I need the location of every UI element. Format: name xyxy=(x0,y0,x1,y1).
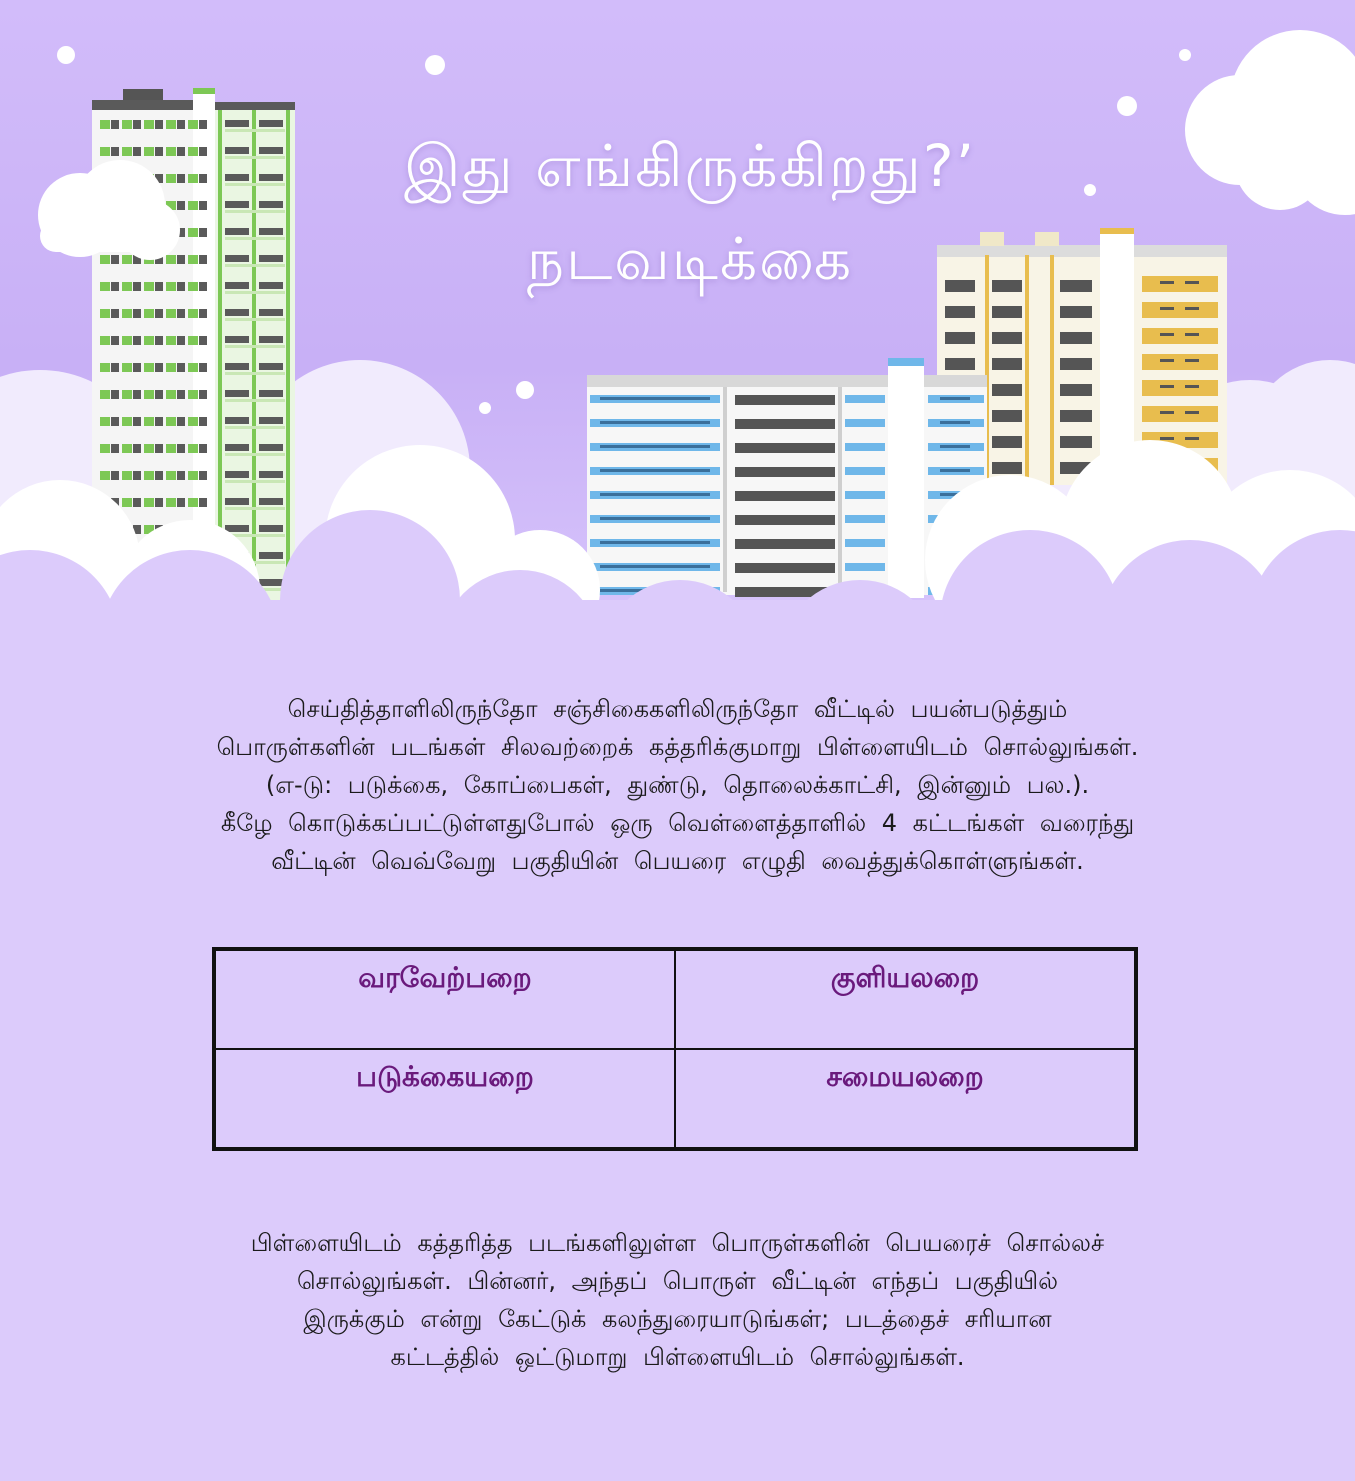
window xyxy=(259,147,283,154)
window xyxy=(1060,306,1092,318)
room-cell-living-room: வரவேற்பறை xyxy=(215,950,675,1049)
window xyxy=(600,565,710,568)
window xyxy=(259,228,283,235)
window xyxy=(188,282,198,291)
window xyxy=(188,471,198,480)
window xyxy=(188,174,198,183)
window xyxy=(259,255,283,262)
window xyxy=(1185,437,1199,440)
window xyxy=(992,384,1022,396)
followup-paragraph xyxy=(110,1224,1245,1376)
window xyxy=(111,309,119,318)
window xyxy=(225,201,249,208)
window xyxy=(122,417,132,426)
window xyxy=(133,363,141,372)
room-cell-bedroom: படுக்கையறை xyxy=(215,1049,675,1148)
window xyxy=(155,147,163,156)
window xyxy=(100,363,110,372)
window xyxy=(155,309,163,318)
window xyxy=(166,174,176,183)
window xyxy=(133,147,141,156)
window xyxy=(100,255,110,264)
window xyxy=(845,539,885,547)
window xyxy=(1142,276,1218,292)
window xyxy=(1160,307,1174,310)
window xyxy=(259,579,283,586)
window xyxy=(225,291,285,294)
instruction-line: கீழே கொடுக்கப்பட்டுள்ளதுபோல் ஒரு வெள்ளைத்தாளில் 4 கட்டங்கள் வரைந்து xyxy=(220,809,1135,837)
window xyxy=(188,363,198,372)
window xyxy=(225,120,249,127)
window xyxy=(122,471,132,480)
window xyxy=(1060,436,1092,448)
window xyxy=(188,390,198,399)
window xyxy=(259,309,283,316)
window xyxy=(177,444,185,453)
window xyxy=(1185,411,1199,414)
window xyxy=(177,201,185,210)
window xyxy=(225,183,285,186)
window xyxy=(225,480,285,483)
window xyxy=(122,147,132,156)
window xyxy=(1185,333,1199,336)
window xyxy=(259,444,283,451)
window xyxy=(1142,406,1218,422)
page-title xyxy=(290,120,1090,306)
window xyxy=(155,444,163,453)
window xyxy=(259,525,283,532)
window xyxy=(225,498,249,505)
window xyxy=(1142,354,1218,370)
title-line-1: இது எங்கிருக்கிறது?’ xyxy=(403,132,977,200)
window xyxy=(600,517,710,520)
window xyxy=(188,228,198,237)
window xyxy=(188,417,198,426)
window xyxy=(1060,358,1092,370)
window xyxy=(177,282,185,291)
window xyxy=(225,174,249,181)
window xyxy=(111,120,119,129)
window xyxy=(845,491,885,499)
window xyxy=(133,120,141,129)
window xyxy=(144,336,154,345)
window xyxy=(1142,380,1218,396)
window xyxy=(1160,437,1174,440)
window xyxy=(111,363,119,372)
window xyxy=(199,228,207,237)
window xyxy=(122,336,132,345)
window xyxy=(111,282,119,291)
window xyxy=(166,417,176,426)
window xyxy=(225,453,285,456)
window xyxy=(177,147,185,156)
window xyxy=(225,345,285,348)
window xyxy=(225,264,285,267)
window xyxy=(122,120,132,129)
window xyxy=(133,309,141,318)
window xyxy=(166,282,176,291)
window xyxy=(199,174,207,183)
window xyxy=(1185,385,1199,388)
window xyxy=(259,120,283,127)
window xyxy=(100,336,110,345)
window xyxy=(735,467,835,477)
window xyxy=(155,471,163,480)
window xyxy=(1142,302,1218,318)
window xyxy=(133,336,141,345)
window xyxy=(945,332,975,344)
window xyxy=(177,336,185,345)
window xyxy=(845,419,885,427)
window xyxy=(845,563,885,571)
instructions-paragraph xyxy=(110,690,1245,880)
window xyxy=(600,493,710,496)
window xyxy=(259,174,283,181)
window xyxy=(177,255,185,264)
window xyxy=(600,469,710,472)
window xyxy=(225,390,249,397)
window xyxy=(155,120,163,129)
window xyxy=(199,417,207,426)
room-cell-kitchen: சமையலறை xyxy=(675,1049,1135,1148)
window xyxy=(177,498,185,507)
window xyxy=(111,255,119,264)
window xyxy=(166,309,176,318)
window xyxy=(259,363,283,370)
window xyxy=(225,210,285,213)
window xyxy=(122,498,132,507)
window xyxy=(188,147,198,156)
instruction-line: செய்தித்தாளிலிருந்தோ சஞ்சிகைகளிலிருந்தோ வீட்டில் பயன்படுத்தும் xyxy=(287,695,1068,723)
title-line-2: நடவடிக்கை xyxy=(526,224,854,293)
window xyxy=(144,390,154,399)
window xyxy=(111,444,119,453)
window xyxy=(100,120,110,129)
window xyxy=(177,120,185,129)
window xyxy=(259,282,283,289)
window xyxy=(1160,333,1174,336)
followup-line: கட்டத்தில் ஒட்டுமாறு பிள்ளையிடம் சொல்லுங்கள். xyxy=(390,1343,965,1371)
window xyxy=(600,445,710,448)
instruction-line: (எ-டு: படுக்கை, கோப்பைகள், துண்டு, தொலைக்காட்சி, இன்னும் பல.). xyxy=(265,771,1090,799)
room-cell-bathroom: குளியலறை xyxy=(675,950,1135,1049)
window xyxy=(166,120,176,129)
window xyxy=(1185,307,1199,310)
window xyxy=(177,417,185,426)
window xyxy=(1160,359,1174,362)
window xyxy=(133,444,141,453)
window xyxy=(177,309,185,318)
window xyxy=(188,255,198,264)
window xyxy=(992,358,1022,370)
window xyxy=(600,541,710,544)
window xyxy=(735,515,835,525)
window xyxy=(199,363,207,372)
window xyxy=(111,336,119,345)
window xyxy=(144,309,154,318)
window xyxy=(940,445,970,448)
window xyxy=(122,309,132,318)
window xyxy=(735,443,835,453)
window xyxy=(166,444,176,453)
window xyxy=(225,255,249,262)
window xyxy=(166,336,176,345)
window xyxy=(735,563,835,573)
window xyxy=(133,471,141,480)
window xyxy=(199,282,207,291)
window xyxy=(225,417,249,424)
window xyxy=(144,417,154,426)
window xyxy=(225,363,249,370)
window xyxy=(1060,384,1092,396)
window xyxy=(199,390,207,399)
window xyxy=(133,282,141,291)
window xyxy=(735,491,835,501)
window xyxy=(166,363,176,372)
window xyxy=(259,498,283,505)
window xyxy=(133,390,141,399)
window xyxy=(940,397,970,400)
window xyxy=(600,397,710,400)
window xyxy=(992,462,1022,474)
window xyxy=(111,417,119,426)
window xyxy=(199,255,207,264)
window xyxy=(225,399,285,402)
window xyxy=(100,147,110,156)
window xyxy=(940,469,970,472)
window xyxy=(100,309,110,318)
window xyxy=(155,282,163,291)
window xyxy=(1185,359,1199,362)
window xyxy=(259,552,283,559)
window xyxy=(155,417,163,426)
instruction-line: வீட்டின் வெவ்வேறு பகுதியின் பெயரை எழுதி வைத்துக்கொள்ளுங்கள். xyxy=(271,847,1084,875)
window xyxy=(225,318,285,321)
window xyxy=(735,419,835,429)
window xyxy=(188,336,198,345)
window xyxy=(1160,281,1174,284)
window xyxy=(177,390,185,399)
window xyxy=(199,309,207,318)
window xyxy=(199,120,207,129)
window xyxy=(155,363,163,372)
window xyxy=(144,363,154,372)
window xyxy=(225,282,249,289)
window xyxy=(225,372,285,375)
window xyxy=(155,498,163,507)
window xyxy=(225,228,249,235)
instruction-line: பொருள்களின் படங்கள் சிலவற்றைக் கத்தரிக்குமாறு பிள்ளையிடம் சொல்லுங்கள். xyxy=(216,733,1139,761)
window xyxy=(144,471,154,480)
window xyxy=(225,237,285,240)
window xyxy=(199,201,207,210)
window xyxy=(100,471,110,480)
window xyxy=(1060,410,1092,422)
window xyxy=(992,306,1022,318)
window xyxy=(1185,281,1199,284)
window xyxy=(155,390,163,399)
window xyxy=(225,336,249,343)
window xyxy=(225,156,285,159)
cloud-top-right xyxy=(1185,30,1355,215)
window xyxy=(122,390,132,399)
window xyxy=(1160,385,1174,388)
followup-line: சொல்லுங்கள். பின்னர், அந்தப் பொருள் வீட்டின் எந்தப் பகுதியில் xyxy=(296,1267,1059,1295)
window xyxy=(144,147,154,156)
window xyxy=(188,498,198,507)
window xyxy=(122,444,132,453)
window xyxy=(144,444,154,453)
window xyxy=(259,201,283,208)
window xyxy=(166,498,176,507)
window xyxy=(111,471,119,480)
window xyxy=(1142,328,1218,344)
window xyxy=(166,390,176,399)
window xyxy=(122,255,132,264)
window xyxy=(225,129,285,132)
window xyxy=(259,390,283,397)
window xyxy=(144,282,154,291)
window xyxy=(144,120,154,129)
window xyxy=(259,417,283,424)
window xyxy=(845,467,885,475)
window xyxy=(177,471,185,480)
window xyxy=(225,471,249,478)
window xyxy=(940,421,970,424)
window xyxy=(199,444,207,453)
window xyxy=(100,417,110,426)
hero-illustration xyxy=(0,0,1355,610)
window xyxy=(133,498,141,507)
window xyxy=(992,436,1022,448)
window xyxy=(259,471,283,478)
window xyxy=(166,255,176,264)
window xyxy=(199,498,207,507)
window xyxy=(225,309,249,316)
window xyxy=(845,395,885,403)
window xyxy=(111,390,119,399)
window xyxy=(199,471,207,480)
window xyxy=(111,147,119,156)
followup-line: பிள்ளையிடம் கத்தரித்த படங்களிலுள்ள பொருள்களின் பெயரைச் சொல்லச் xyxy=(250,1229,1105,1257)
window xyxy=(100,282,110,291)
window xyxy=(122,282,132,291)
window xyxy=(225,147,249,154)
window xyxy=(845,443,885,451)
window xyxy=(177,363,185,372)
window xyxy=(992,410,1022,422)
window xyxy=(1160,411,1174,414)
window xyxy=(735,539,835,549)
window xyxy=(144,498,154,507)
rooms-table xyxy=(212,947,1138,1151)
window xyxy=(225,444,249,451)
window xyxy=(600,421,710,424)
window xyxy=(100,390,110,399)
window xyxy=(188,201,198,210)
window xyxy=(845,515,885,523)
window xyxy=(122,363,132,372)
window xyxy=(945,358,975,370)
window xyxy=(735,395,835,405)
window xyxy=(188,444,198,453)
followup-line: இருக்கும் என்று கேட்டுக் கலந்துரையாடுங்கள்; படத்தைச் சரியான xyxy=(303,1305,1052,1333)
window xyxy=(155,336,163,345)
window xyxy=(259,336,283,343)
window xyxy=(225,507,285,510)
window xyxy=(199,336,207,345)
window xyxy=(992,332,1022,344)
window xyxy=(166,471,176,480)
window xyxy=(199,147,207,156)
window xyxy=(166,147,176,156)
window xyxy=(177,174,185,183)
window xyxy=(188,120,198,129)
window xyxy=(1060,332,1092,344)
window xyxy=(225,525,249,532)
window xyxy=(188,309,198,318)
window xyxy=(945,306,975,318)
window xyxy=(100,444,110,453)
window xyxy=(133,417,141,426)
window xyxy=(225,426,285,429)
